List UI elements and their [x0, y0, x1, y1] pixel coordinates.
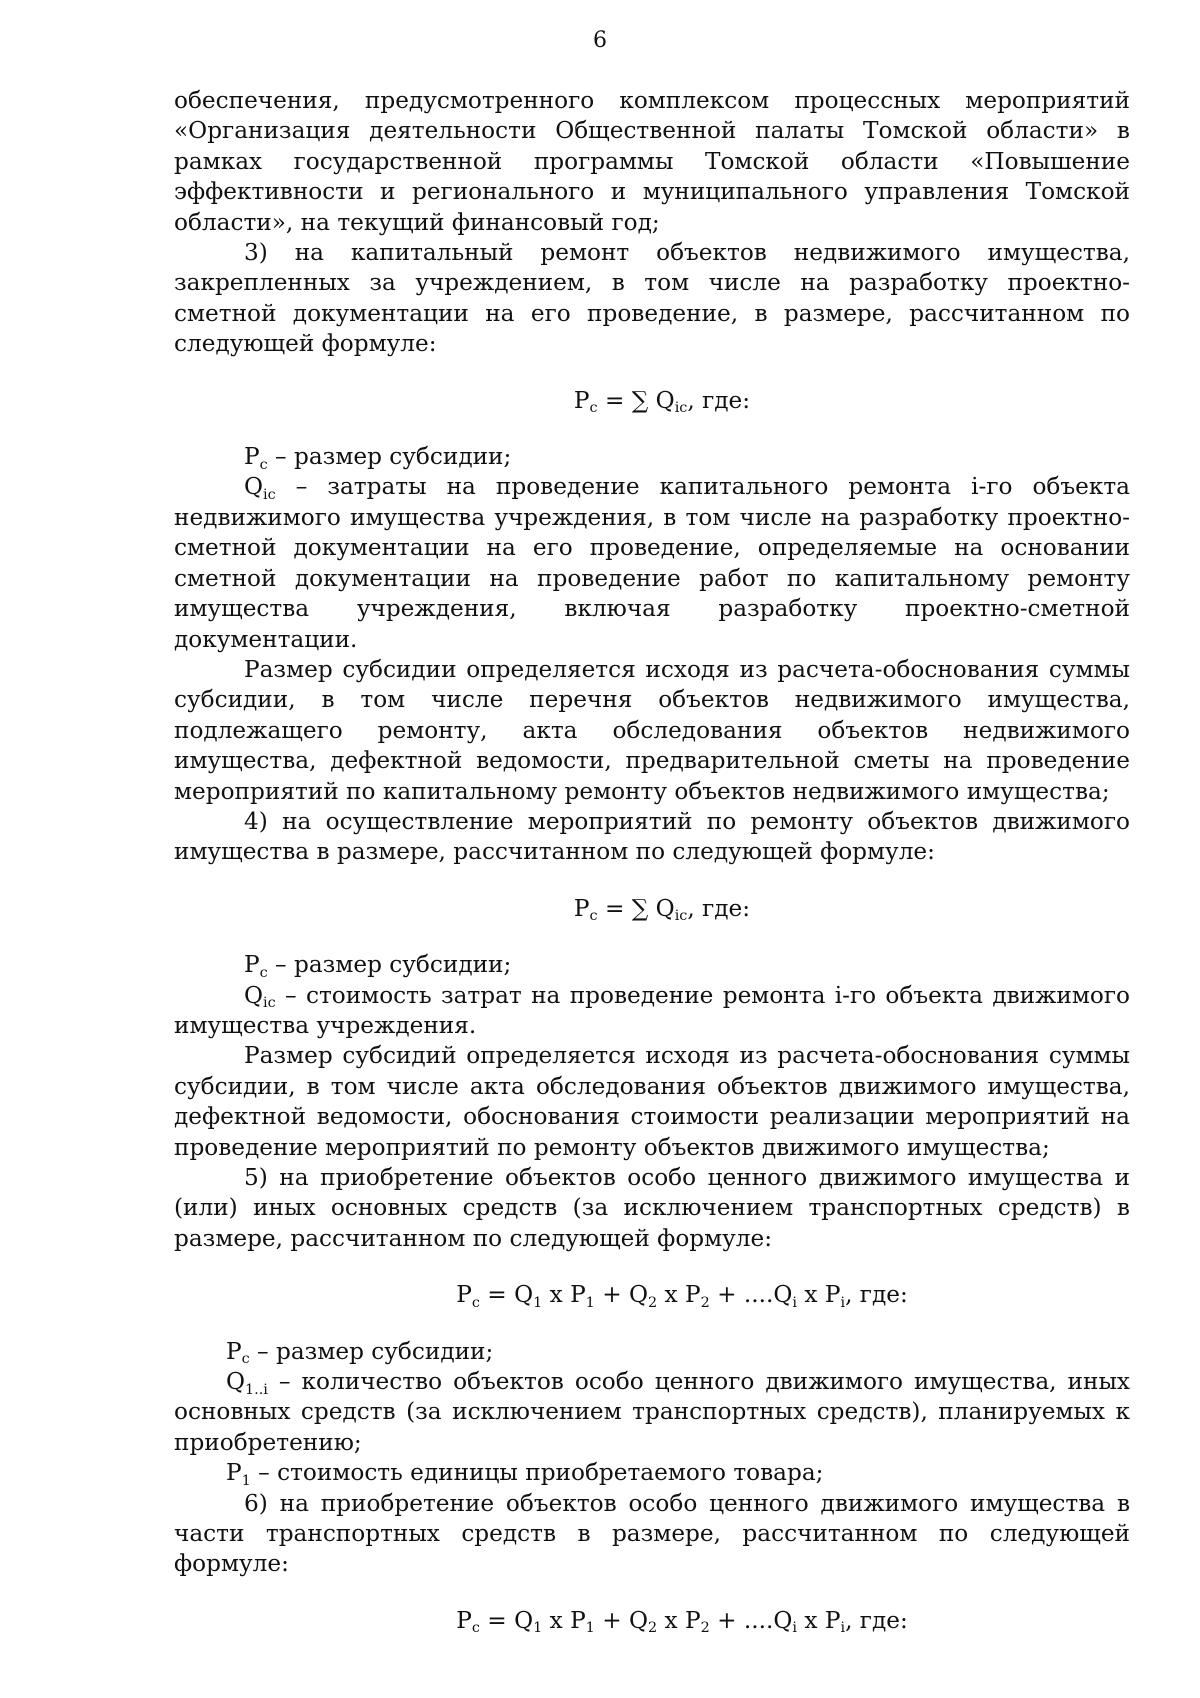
definition-symbol: P [226, 1459, 242, 1487]
formula-symbol: x P [542, 1281, 586, 1309]
formula-subscript: i [792, 1294, 798, 1311]
formula-subscript: 2 [700, 1620, 710, 1637]
page-number: 6 [593, 28, 607, 53]
formula-subscript: c [471, 1294, 480, 1311]
formula-symbol: = Q [479, 1281, 534, 1309]
formula-symbol: x P [657, 1606, 701, 1634]
formula-symbol: P [573, 386, 590, 414]
formula-symbol: + ....Q [709, 1606, 793, 1634]
formula-subscript: 2 [648, 1620, 658, 1637]
formula-subscript: c [471, 1620, 480, 1637]
formula-symbol: P [456, 1606, 472, 1634]
formula-symbol: = Q [479, 1606, 534, 1634]
definition-pc [174, 950, 1130, 980]
definition-pc [174, 1337, 1130, 1367]
paragraph-subsidy-size: Размер субсидий определяется исходя из расчета-обоснования суммы субсидии, в том числе акта обследования объектов движимого имущества, дефектной ведомости, обоснования стоимости реализации мероприятий на проведение мероприятий по ремонту объектов движимого имущества; [174, 1042, 1130, 1161]
definition-subscript: 1..i [245, 1381, 268, 1398]
definition-text: – стоимость единицы приобретаемого товара; [250, 1459, 824, 1487]
formula-symbol: + Q [594, 1606, 649, 1634]
definition-qic [174, 981, 1130, 1042]
formula-symbol: x P [797, 1606, 841, 1634]
definition-symbol: P [244, 951, 260, 979]
definition-symbol: Q [226, 1368, 246, 1396]
formula-subscript: 1 [585, 1620, 595, 1637]
formula-purchase-vehicles [174, 1606, 1130, 1636]
formula-symbol: + Q [594, 1281, 649, 1309]
formula-subscript: 2 [648, 1294, 658, 1311]
definition-qic [174, 472, 1130, 654]
formula-subscript: ic [674, 908, 688, 925]
definition-pc [174, 442, 1130, 472]
formula-capital-repair [174, 386, 1130, 416]
formula-symbol: = ∑ Q [597, 386, 675, 414]
formula-tail: , где: [845, 1281, 908, 1309]
paragraph-item-3: 3) на капитальный ремонт объектов недвижимого имущества, закрепленных за учреждением, в том числе на разработку проектно-сметной документации на его проведение, в размере, рассчитанном по следующей формуле: [174, 239, 1130, 358]
definition-subscript: c [259, 964, 268, 981]
definition-subscript: 1 [241, 1472, 251, 1489]
definition-subscript: c [259, 456, 268, 473]
paragraph-continuation: обеспечения, предусмотренного комплексом процессных мероприятий «Организация деятельности Общественной палаты Томской области» в рамках государственной программы Томской области «Повышение эффективности и регионального и муниципального управления Томской области», на текущий финансовый год; [174, 87, 1130, 236]
definition-text: – размер субсидии; [267, 951, 512, 979]
formula-subscript: 1 [533, 1294, 543, 1311]
formula-tail: , где: [687, 894, 751, 922]
formula-subscript: 1 [533, 1620, 543, 1637]
document-body [174, 86, 1130, 1660]
definition-symbol: P [226, 1337, 242, 1365]
formula-symbol: x P [657, 1281, 701, 1309]
definition-text: – размер субсидии; [267, 443, 512, 471]
definition-symbol: P [244, 443, 260, 471]
formula-symbol: P [573, 894, 590, 922]
formula-subscript: ic [674, 400, 688, 417]
formula-subscript: 1 [585, 1294, 595, 1311]
formula-subscript: i [840, 1620, 846, 1637]
definition-text: – затраты на проведение капитального ремонта i-го объекта недвижимого имущества учреждения, в том числе на разработку проектно-сметной документации на его проведение, определяемые на основании сметной документации на проведение работ по капитальному ремонту имущества учреждения, включая разработку проектно-сметной документации. [174, 473, 1130, 653]
paragraph-item-6: 6) на приобретение объектов особо ценного движимого имущества в части транспортных средств в размере, рассчитанном по следующей формуле: [174, 1489, 1130, 1578]
definition-subscript: ic [263, 487, 276, 504]
formula-subscript: i [840, 1294, 846, 1311]
definition-text: – количество объектов особо ценного движимого имущества, иных основных средств (за исключением транспортных средств), планируемых к приобретению; [174, 1368, 1130, 1456]
formula-subscript: i [792, 1620, 798, 1637]
definition-symbol: Q [244, 981, 264, 1009]
formula-symbol: + ....Q [709, 1281, 793, 1309]
definition-text: – стоимость затрат на проведение ремонта i-го объекта движимого имущества учреждения. [174, 981, 1130, 1039]
formula-symbol: P [456, 1281, 472, 1309]
formula-subscript: 2 [700, 1294, 710, 1311]
formula-tail: , где: [845, 1606, 908, 1634]
definition-p1 [174, 1458, 1130, 1488]
paragraph-subsidy-size: Размер субсидии определяется исходя из расчета-обоснования суммы субсидии, в том числе перечня объектов недвижимого имущества, подлежащего ремонту, акта обследования объектов недвижимого имущества, дефектной ведомости, предварительной сметы на проведение мероприятий по капитальному ремонту объектов недвижимого имущества; [174, 655, 1130, 805]
formula-symbol: x P [542, 1606, 586, 1634]
formula-symbol: x P [797, 1281, 841, 1309]
formula-tail: , где: [687, 386, 751, 414]
formula-movable-repair [174, 894, 1130, 924]
definition-subscript: ic [263, 995, 276, 1012]
definition-subscript: c [241, 1351, 250, 1368]
formula-symbol: = ∑ Q [597, 894, 675, 922]
definition-q1i [174, 1367, 1130, 1458]
definition-text: – размер субсидии; [249, 1337, 494, 1365]
formula-purchase-assets [174, 1280, 1130, 1310]
definition-symbol: Q [244, 473, 264, 501]
paragraph-item-5: 5) на приобретение объектов особо ценного движимого имущества и (или) иных основных средств (за исключением транспортных средств) в размере, рассчитанном по следующей формуле: [174, 1164, 1130, 1252]
formula-subscript: c [589, 400, 598, 417]
formula-subscript: c [589, 908, 598, 925]
paragraph-item-4: 4) на осуществление мероприятий по ремонту объектов движимого имущества в размере, рассчитанном по следующей формуле: [174, 807, 1130, 866]
